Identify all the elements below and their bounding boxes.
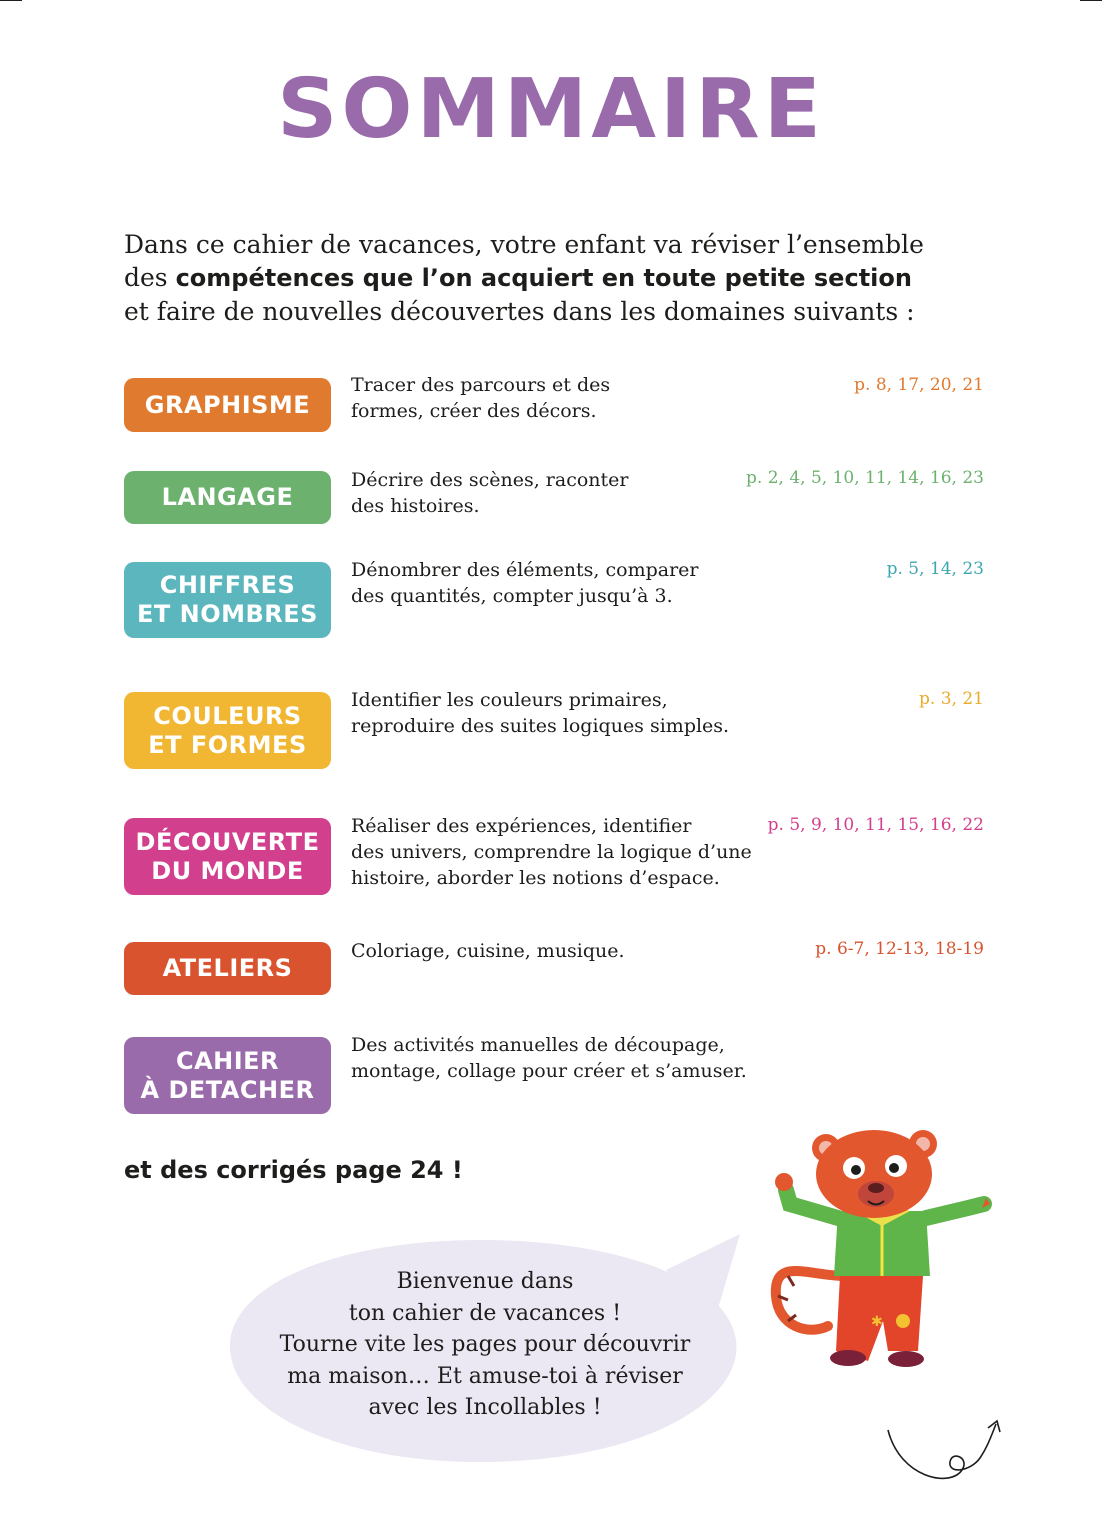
svg-text:✱: ✱ bbox=[871, 1314, 883, 1330]
domain-badge: GRAPHISME bbox=[124, 378, 331, 432]
domain-pages: p. 6-7, 12-13, 18-19 bbox=[815, 939, 984, 959]
domain-pages: p. 3, 21 bbox=[919, 689, 984, 709]
tiger-mascot-icon bbox=[768, 1126, 998, 1376]
domain-badge: LANGAGE bbox=[124, 471, 331, 524]
domain-pages: p. 5, 9, 10, 11, 15, 16, 22 bbox=[767, 815, 984, 835]
intro-line-3: et faire de nouvelles découvertes dans les domaines suivants : bbox=[124, 297, 915, 326]
domain-pages: p. 8, 17, 20, 21 bbox=[854, 375, 984, 395]
page-title: SOMMAIRE bbox=[277, 62, 825, 157]
domain-badge: DÉCOUVERTE DU MONDE bbox=[124, 818, 331, 895]
curly-arrow-icon bbox=[880, 1418, 1010, 1488]
domain-pages: p. 5, 14, 23 bbox=[886, 559, 984, 579]
intro-line-2-prefix: des bbox=[124, 263, 176, 292]
crop-mark-left bbox=[0, 0, 22, 1]
intro-line-2-bold: compétences que l’on acquiert en toute petite section bbox=[175, 264, 912, 292]
intro-line-2 bbox=[124, 261, 1024, 295]
domain-description: Identifier les couleurs primaires, reproduire des suites logiques simples. bbox=[351, 689, 730, 737]
intro-paragraph bbox=[124, 228, 1024, 328]
domain-badge: COULEURS ET FORMES bbox=[124, 692, 331, 769]
domain-description: Décrire des scènes, raconter des histoires. bbox=[351, 469, 629, 517]
domain-pages: p. 2, 4, 5, 10, 11, 14, 16, 23 bbox=[746, 468, 984, 488]
corriges-note: et des corrigés page 24 ! bbox=[124, 1156, 463, 1184]
domain-badge: ATELIERS bbox=[124, 942, 331, 995]
domain-badge: CHIFFRES ET NOMBRES bbox=[124, 562, 331, 638]
domain-description: Coloriage, cuisine, musique. bbox=[351, 940, 625, 962]
domain-badge: CAHIER À DETACHER bbox=[124, 1037, 331, 1114]
domain-description: Tracer des parcours et des formes, créer des décors. bbox=[351, 374, 611, 422]
domain-description: Dénombrer des éléments, comparer des quantités, compter jusqu’à 3. bbox=[351, 559, 699, 607]
speech-bubble-text: Bienvenue dans ton cahier de vacances ! Tourne vite les pages pour découvrir ma maison… Et amuse-toi à réviser avec les Incollables ! bbox=[279, 1269, 691, 1420]
domain-description: Des activités manuelles de découpage, montage, collage pour créer et s’amuser. bbox=[351, 1034, 747, 1082]
crop-mark-right bbox=[1080, 0, 1102, 1]
intro-line-1: Dans ce cahier de vacances, votre enfant va réviser l’ensemble bbox=[124, 230, 924, 259]
domain-description: Réaliser des expériences, identifier des univers, comprendre la logique d’une histoire, aborder les notions d’espace. bbox=[351, 815, 752, 889]
